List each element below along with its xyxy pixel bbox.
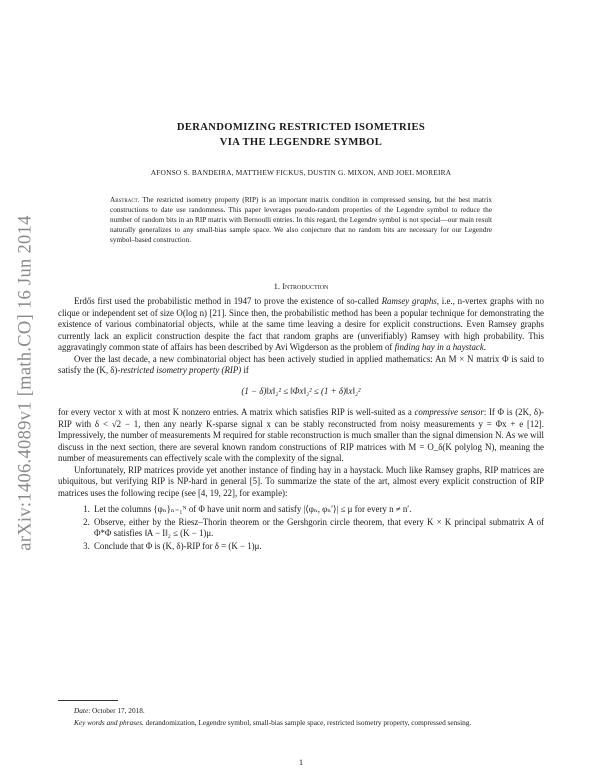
arxiv-stamp-text: arXiv:1406.4089v1 [math.CO] 16 Jun 2014 [15,215,36,551]
paragraph-2: Over the last decade, a new combinatorial object has been actively studied in applied mathematics: An M × N matrix Φ is said to satisfy the (K, δ)-restricted isometry property (RIP) if [58,353,544,375]
paragraph-4: Unfortunately, RIP matrices provide yet another instance of finding hay in a haystack. Much like Ramsey graphs, RIP matrices are ubiquitous, but verifying RIP is NP-hard in general [5]. To summarize the state of the art, almost every explicit construction of RIP matrices uses the following recipe (see [4, 19, 22], for example): [58,464,544,498]
body-text [58,296,544,553]
abstract-text: The restricted isometry property (RIP) is an important matrix condition in compressed sensing, but the best matrix constructions to date use randomness. This paper leverages pseudo-random properties of the Legendre symbol to reduce the number of random bits in an RIP matrix with Bernoulli entries. In this regard, the Legendre symbol is not special—our main result naturally generalizes to any small-bias sample space. We also conjecture that no random bits are necessary for our Legendre symbol–based construction. [110,196,492,245]
page-number: 1 [298,757,304,767]
recipe-list [58,504,544,552]
list-item: 3. Conclude that Φ is (K, δ)-RIP for δ = (K − 1)μ. [92,541,544,553]
term-compressive-sensor: compressive sensor [414,407,484,417]
rip-equation: (1 − δ)‖x‖₂² ≤ ‖Φx‖₂² ≤ (1 + δ)‖x‖₂² [241,385,361,396]
authors: AFONSO S. BANDEIRA, MATTHEW FICKUS, DUSTIN G. MIXON, AND JOEL MOREIRA [150,168,452,177]
abstract-label: Abstract. [110,196,140,204]
section-heading: 1. Introduction [273,281,329,291]
list-item: 1. Let the columns {φₙ}ₙ₌₁ᴺ of Φ have unit norm and satisfy |⟨φₙ, φₙ′⟩| ≤ μ for every n ≠ n′. [92,504,544,516]
title-line-2: VIA THE LEGENDRE SYMBOL [219,136,383,148]
paragraph-1: Erdős first used the probabilistic method in 1947 to prove the existence of so-called Ramsey graphs, i.e., n-vertex graphs with no clique or independent set of size O(log n) [21]. Since then, the probabilistic method has been a popular technique for demonstrating the existence of various combinatorial objects, while at the same time leaving a desire for explicit constructions. Even Ramsey graphs currently lack an explicit construction despite the fact that random graphs are (unverifiably) Ramsey with high probability. This aggravatingly common state of affairs has been described by Avi Wigderson as the problem of finding hay in a haystack. [58,296,544,352]
paper-title [58,121,544,150]
title-line-1: DERANDOMIZING RESTRICTED ISOMETRIES [176,122,426,133]
footnote-keywords: Key words and phrases. derandomization, Legendre symbol, small-bias sample space, restricted isometry property, compressed sensing. [74,717,472,727]
list-item: 2. Observe, either by the Riesz–Thorin theorem or the Gershgorin circle theorem, that every K × K principal submatrix A of Φ*Φ satisfies ‖A − I‖₂ ≤ (K − 1)μ. [92,517,544,540]
footnote-rule [58,700,118,701]
footnote-date: Date: October 17, 2018. [74,706,145,715]
paragraph-3: for every vector x with at most K nonzero entries. A matrix which satisfies RIP is well-suited as a compressive sensor: If Φ is (2K, δ)-RIP with δ < √2 − 1, then any nearly K-sparse signal x can be stably reconstructed from noisy measurements y = Φx + e [12]. Impressively, the number of measurements M required for stable reconstruction is much smaller than the signal dimension N. As we will discuss in the next section, there are several known random constructions of RIP matrices with M = O_δ(K polylog N), meaning the number of measurements can effectively scale with the complexity of the signal. [58,407,544,463]
abstract [110,195,492,245]
footnotes [58,706,544,729]
arxiv-stamp [13,178,39,588]
term-hay-in-haystack: finding hay in a haystack [394,342,484,352]
term-ramsey-graphs: Ramsey graphs [381,296,437,306]
term-rip: restricted isometry property (RIP) [120,365,242,375]
